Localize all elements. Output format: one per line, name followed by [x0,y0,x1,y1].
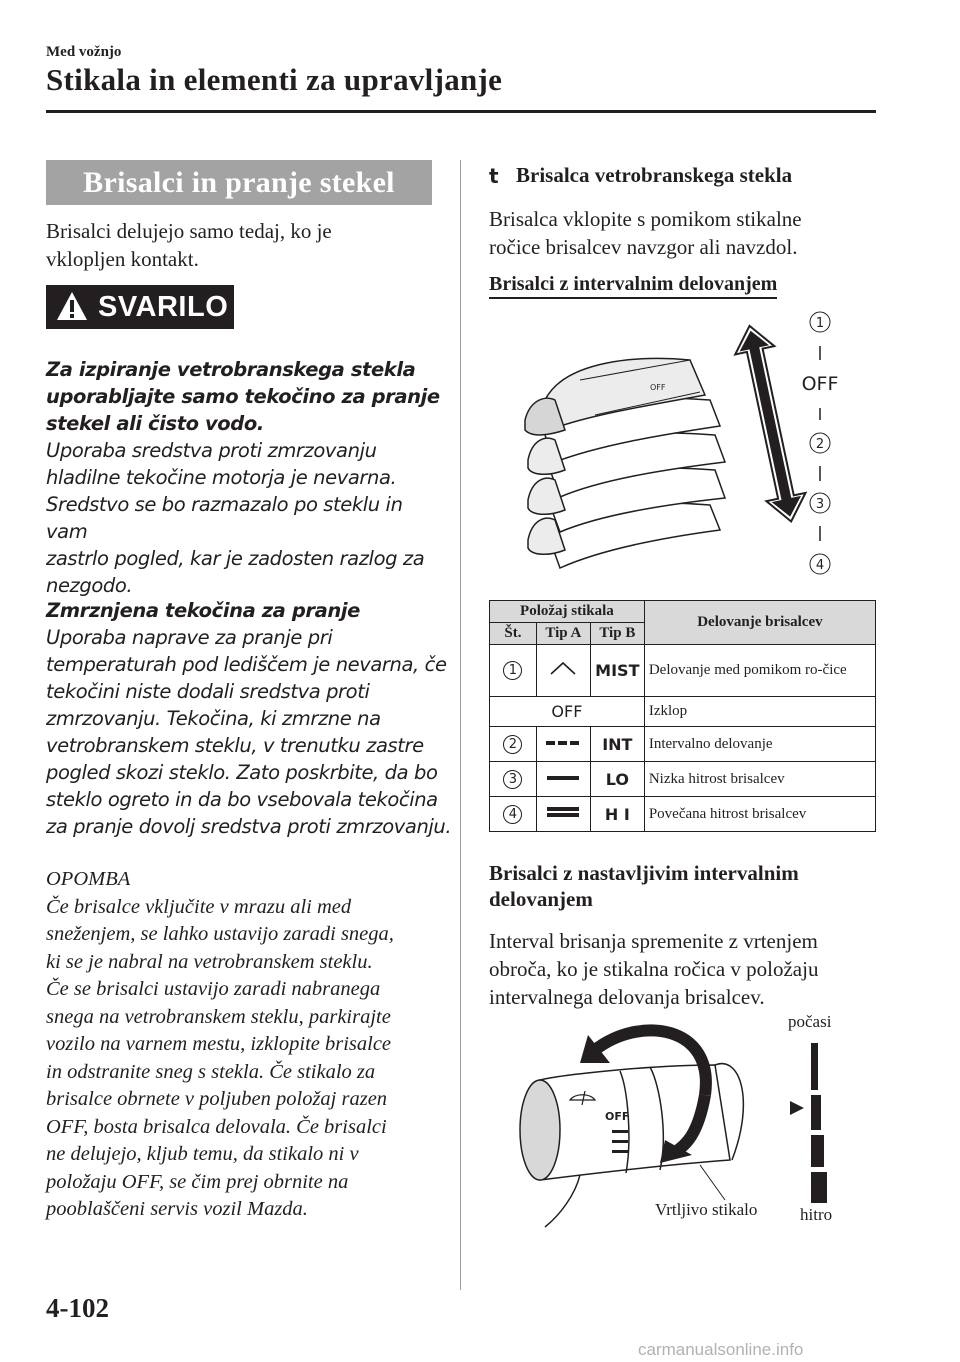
mist-icon [548,660,578,676]
warning-2 [46,597,456,840]
right-intro [489,205,802,261]
table-row [490,762,876,797]
header-type-b: Tip B [590,623,644,645]
warning-line: Uporaba sredstva proti zmrzovanju [46,439,377,462]
note-line: OFF, bosta brisalca delovala. Če brisalci [46,1115,387,1138]
warning-line: za pranje dovolj sredstva proti zmrzovanju. [46,815,452,838]
operation-text: Nizka hitrost brisalcev [644,762,875,797]
row-number: 2 [503,735,522,754]
note-line: ne delujejo, kljub temu, da stikalo ni v [46,1143,359,1165]
intro-line: vklopljen kontakt. [46,247,199,271]
warning-line: zastrlo pogled, kar je zadosten razlog za [46,547,425,570]
warning-line: hladilne tekočine motorja je nevarna. [46,466,397,489]
column-divider [460,160,461,1290]
type-b-code: INT [590,727,644,762]
section-banner: Brisalci in pranje stekel [46,160,432,205]
subheading-interval: Brisalci z intervalnim delovanjem [489,273,777,299]
lever-off-mark: OFF [650,383,666,392]
table-row [490,727,876,762]
wiper-lever-diagram [520,300,860,590]
note-line: položaju OFF, se čim prej obrnite na [46,1170,349,1193]
type-b-code: LO [590,762,644,797]
note-title: OPOMBA [46,868,131,890]
bullet-icon: t [489,164,499,188]
position-table [489,600,876,832]
pos-label-3: 3 [815,497,825,512]
warning-label: SVARILO [98,291,229,323]
speed-pointer-icon [790,1101,804,1115]
pos-label-2: 2 [815,437,825,452]
warning-triangle-icon [56,291,88,321]
header-type-a: Tip A [536,623,590,645]
type-b-code: H I [590,797,644,832]
warning-bold-line: stekel ali čisto vodo. [46,412,264,435]
pos-label-off: OFF [801,373,839,395]
note-block [46,866,456,1224]
warning-1 [46,356,446,599]
row-number: 4 [503,805,522,824]
note-line: sneženjem, se lahko ustavijo zaradi snega, [46,923,394,945]
warning-line: pogled skozi steklo. Zato poskrbite, da bo [46,761,438,784]
watermark: carmanualsonline.info [638,1340,804,1359]
note-line: pooblaščeni servis vozil Mazda. [46,1198,308,1220]
right-heading: Brisalca vetrobranskega stekla [516,163,793,187]
right-intro-line: ročice brisalcev navzgor ali navzdol. [489,235,798,259]
off-code: OFF [490,697,645,727]
intro-text [46,217,332,273]
intermittent-icon [544,738,582,748]
warning-line: temperaturah pod lediščem je nevarna, če [46,653,447,676]
warning-badge [46,285,234,329]
slow-label: počasi [788,1012,832,1031]
table-row [490,797,876,832]
row-number: 1 [503,661,522,680]
high-speed-icon [544,805,582,819]
right-intro-line: Brisalca vklopite s pomikom stikalne [489,207,802,231]
header-operation: Delovanje brisalcev [644,601,875,645]
subheading-adjustable [489,860,799,912]
adjustable-line: intervalnega delovanja brisalcev. [489,985,765,1009]
intro-line: Brisalci delujejo samo tedaj, ko je [46,219,332,243]
note-line: brisalce obrnete v poljuben položaj razen [46,1088,388,1110]
subheading-line: delovanjem [489,887,593,911]
note-line: Če brisalce vključite v mrazu ali med [46,895,352,918]
warning-bold-line: uporabljajte samo tekočino za pranje [46,385,440,408]
section-label: Med vožnjo [46,44,122,60]
warning-line: vetrobranskem steklu, v trenutku zastre [46,734,424,757]
title-rule [46,110,876,113]
operation-text: Intervalno delovanje [644,727,875,762]
pos-label-4: 4 [815,558,825,573]
ring-off-mark: OFF [605,1110,630,1123]
note-line: snega na vetrobranskem steklu, parkirajte [46,1005,391,1028]
interval-ring-diagram [500,1005,870,1230]
note-line: vozilo na varnem mestu, izklopite brisalce [46,1033,392,1055]
operation-text: Delovanje med pomikom ro-čice [644,645,875,697]
note-line: ki se je nabral na vetrobranskem steklu. [46,950,373,973]
adjustable-line: obroča, ko je stikalna ročica v položaju [489,957,819,981]
warning-line: Uporaba naprave za pranje pri [46,626,333,649]
warning-line: Sredstvo se bo razmazalo po steklu in vam [46,493,403,543]
warning-bold-line: Za izpiranje vetrobranskega stekla [46,358,416,381]
note-line: Če se brisalci ustavijo zaradi nabranega [46,978,381,1000]
warning-line: zmrzovanju. Tekočina, ki zmrzne na [46,707,381,730]
warning-line: steklo ogreto in da bo vsebovala tekočina [46,788,438,811]
header-position: Položaj stikala [490,601,645,623]
warning-line: tekočini niste dodali sredstva proti [46,680,370,703]
subheading-line: Brisalci z nastavljivim intervalnim [489,861,799,885]
type-b-code: MIST [590,645,644,697]
ring-label: Vrtljivo stikalo [655,1200,758,1219]
low-speed-icon [544,773,582,783]
table-row [490,645,876,697]
note-line: in odstranite sneg s stekla. Če stikalo za [46,1060,376,1083]
warning-bold-line: Zmrznjena tekočina za pranje [46,599,360,622]
fast-label: hitro [800,1205,833,1224]
warning-line: nezgodo. [46,574,133,597]
header-no: Št. [490,623,537,645]
ring-leader [700,1165,725,1200]
row-number: 3 [503,770,522,789]
table-row [490,697,876,727]
speed-scale [790,1043,827,1203]
page-title: Stikala in elementi za upravljanje [46,62,503,97]
operation-text: Izklop [644,697,875,727]
double-arrow-icon [730,322,811,526]
operation-text: Povečana hitrost brisalcev [644,797,875,832]
adjustable-line: Interval brisanja spremenite z vrtenjem [489,929,818,953]
page-number: 4-102 [46,1293,109,1323]
adjustable-text [489,927,818,1011]
pos-label-1: 1 [815,316,825,331]
